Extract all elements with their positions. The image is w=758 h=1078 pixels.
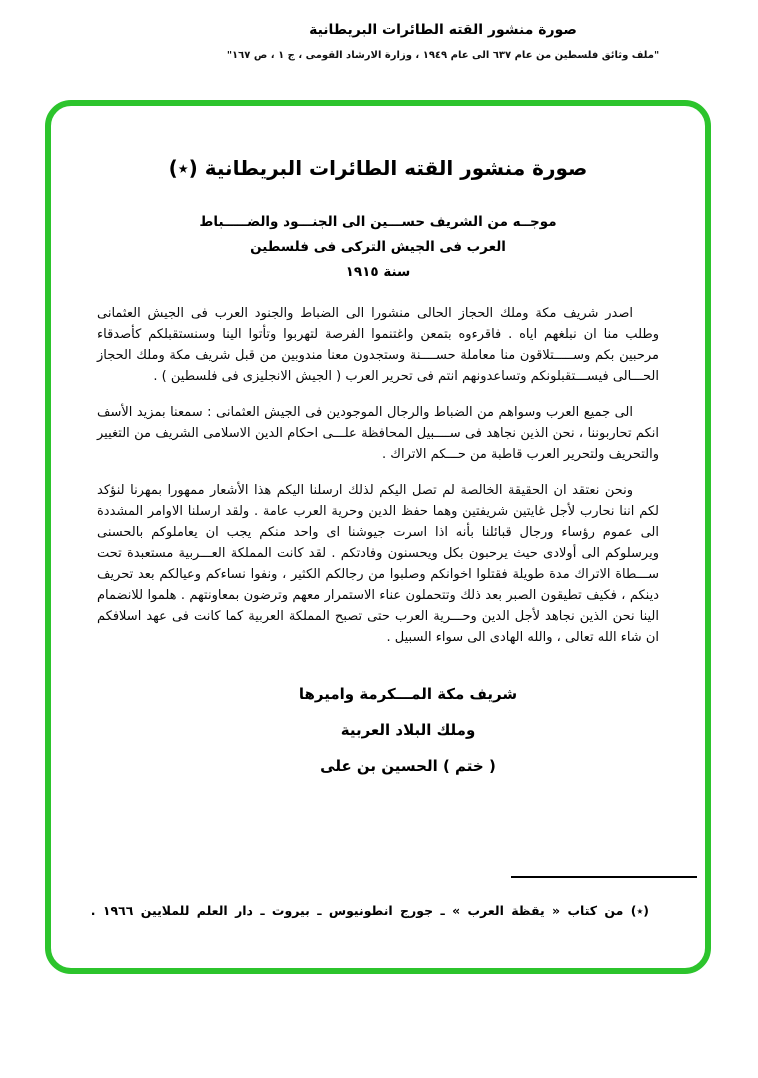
subtitle-line-3: سنة ١٩١٥ [345,264,411,280]
signature-line-3: ( ختم ) الحسين بن على [320,757,496,775]
page-title: صورة منشور القته الطائرات البريطانية [309,22,577,38]
signature-line-1: شريف مكة المـــكرمة واميرها [298,685,518,703]
document-paragraph-3: ونحن نعتقد ان الحقيقة الخالصة لم تصل اليكم لذلك ارسلنا اليكم هذا الأشعار ممهورا بمهرنا لنؤكد لكم اننا نحارب لأجل غايتين شريفتين وهما حفظ الدين وحرية العرب عامة . ولقد ارسلنا الاوامر المشددة الى عموم رؤساء ورجال قبائلنا بأنه اذا اسرت جيوشنا اى واحد منكم يجب ان يعاملوكم بالحسنى ويرسلوكم الى أولادى حيث يرحبون بكل ويحسنون وفادتكم . لقد كانت المملكة العـــربية مستعبدة تحت ســـطاة الاتراك مدة طويلة فقتلوا اخوانكم وصلبوا من رجالكم الكثير ، ونفوا نساءكم وعيالكم بعد تحريف دينكم ، فكيف تطيقون الصبر بعد ذلك وتتحملون عناء الاستمرار معهم وترضون بمعاونتهم . هلموا للانضمام الينا نحن الذين نجاهد لأجل الدين وحـــرية العرب حتى تصبح المملكة العربية كما كانت فى عهد اسلافكم ان شاء الله تعالى ، والله الهادى الى سواء السبيل . [97,483,659,645]
document-paragraph-2: الى جميع العرب وسواهم من الضباط والرجال الموجودين فى الجيش العثمانى : سمعنا بمزيد الأسف انكم تحاربوننا ، نحن الذين نجاهد فى ســــبيل المحافظة علـــى احكام الدين الاسلامى الشريف من التغيير والتحريف ولتحرير العرب قاطبة من حـــكم الاتراك . [97,405,659,462]
signature-block [299,676,517,784]
document-subtitle [97,210,659,285]
subtitle-line-2: العرب فى الجيش التركى فى فلسطين [250,239,506,255]
document-title: صورة منشور القته الطائرات البريطانية (٭) [168,156,588,180]
subtitle-line-1: موجــه من الشريف حســـين الى الجنـــود والضـــــباط [199,214,557,230]
signature-line-2: وملك البلاد العربية [340,721,476,739]
document-frame [45,100,711,974]
footnote-text: (٭) من كتاب « يقظة العرب » ـ جورج انطونيوس ـ بيروت ـ دار العلم للملايين ١٩٦٦ . [90,903,649,918]
source-citation: "ملف وثائق فلسطين من عام ٦٣٧ الى عام ١٩٤٩ ، وزارة الارشاد القومى ، ج ١ ، ص ١٦٧" [226,50,660,61]
page-header [128,0,758,61]
document-paragraph-1: اصدر شريف مكة وملك الحجاز الحالى منشورا الى الضباط والجنود العرب فى الجيش العثمانى وطلب منا ان نبلغهم اياه . فاقرءوه بتمعن واغتنموا الفرصة لتهربوا وتأتوا الينا وسنستقبلكم كأصدقاء مرحبين بكم وســـــتلاقون منا معاملة حســــنة وستجدون معنا مندوبين من قبل شريف مكة وملك الحجاز الحـــالى فيســـتقبلونكم وتساعدونهم انتم فى تحرير العرب ( الجيش الانجليزى فى فلسطين ) . [97,306,659,384]
footnote-divider [511,876,697,878]
